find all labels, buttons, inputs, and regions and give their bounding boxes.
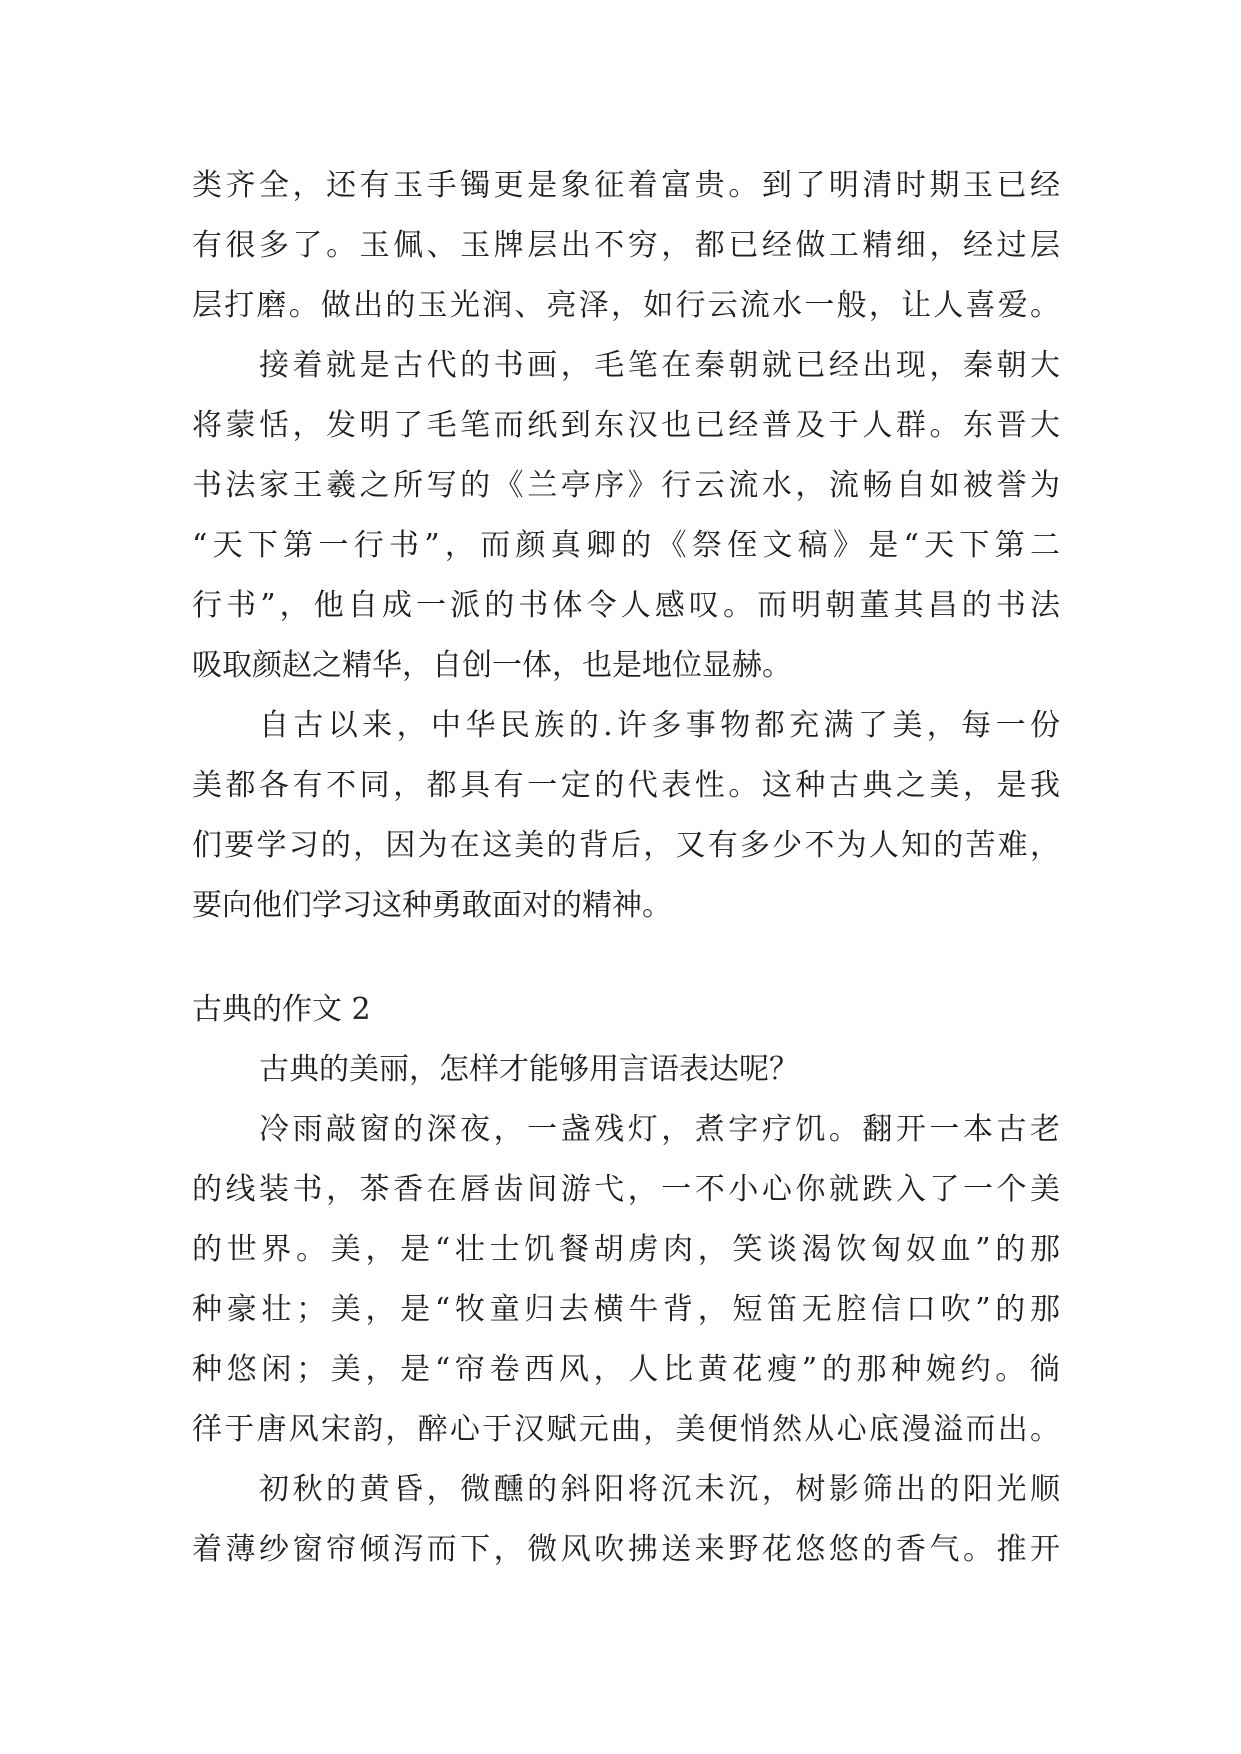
- text-line: 有很多了。玉佩、玉牌层出不穷，都已经做工精细，经过层: [192, 228, 1060, 263]
- text-line: “天下第一行书”，而颜真卿的《祭侄文稿》是“天下第二: [192, 528, 1060, 563]
- document-body: [192, 156, 1060, 1580]
- paragraph: [192, 1100, 1060, 1460]
- text-line: 行书”，他自成一派的书体令人感叹。而明朝董其昌的书法: [192, 588, 1060, 623]
- paragraph: [192, 156, 1060, 336]
- text-line: 的线装书，茶香在唇齿间游弋，一不小心你就跌入了一个美: [192, 1172, 1060, 1207]
- text-line: 着薄纱窗帘倾泻而下，微风吹拂送来野花悠悠的香气。推开: [192, 1532, 1060, 1567]
- text-line: 初秋的黄昏，微醺的斜阳将沉未沉，树影筛出的阳光顺: [259, 1472, 1060, 1507]
- text-line: 类齐全，还有玉手镯更是象征着富贵。到了明清时期玉已经: [192, 168, 1060, 203]
- essay-section-1: [192, 156, 1060, 936]
- text-line: 将蒙恬，发明了毛笔而纸到东汉也已经普及于人群。东晋大: [192, 408, 1060, 443]
- section-heading: 古典的作文 2: [192, 992, 371, 1027]
- text-line: 种豪壮；美，是“牧童归去横牛背，短笛无腔信口吹”的那: [192, 1292, 1060, 1327]
- text-line: 美都各有不同，都具有一定的代表性。这种古典之美，是我: [192, 768, 1060, 803]
- text-line: 徉于唐风宋韵，醉心于汉赋元曲，美便悄然从心底漫溢而出。: [192, 1412, 1060, 1447]
- paragraph: [192, 696, 1060, 936]
- text-line: 吸取颜赵之精华，自创一体，也是地位显赫。: [192, 648, 792, 683]
- text-line: 的世界。美，是“壮士饥餐胡虏肉，笑谈渴饮匈奴血”的那: [192, 1232, 1060, 1267]
- text-line: 冷雨敲窗的深夜，一盏残灯，煮字疗饥。翻开一本古老: [259, 1112, 1060, 1147]
- text-line: 种悠闲；美，是“帘卷西风，人比黄花瘦”的那种婉约。徜: [192, 1352, 1060, 1387]
- essay-section-2: [192, 980, 1060, 1580]
- text-line: 书法家王羲之所写的《兰亭序》行云流水，流畅自如被誉为: [192, 468, 1060, 503]
- paragraph: [192, 1040, 1060, 1100]
- text-line: 古典的美丽，怎样才能够用言语表达呢？: [259, 1052, 799, 1087]
- text-line: 们要学习的，因为在这美的背后，又有多少不为人知的苦难，: [192, 828, 1060, 863]
- text-line: 自古以来，中华民族的.许多事物都充满了美，每一份: [259, 708, 1060, 743]
- text-line: 层打磨。做出的玉光润、亮泽，如行云流水一般，让人喜爱。: [192, 288, 1060, 323]
- paragraph: [192, 1460, 1060, 1580]
- text-line: 要向他们学习这种勇敢面对的精神。: [192, 888, 672, 923]
- text-line: 接着就是古代的书画，毛笔在秦朝就已经出现，秦朝大: [259, 348, 1060, 383]
- paragraph: [192, 336, 1060, 696]
